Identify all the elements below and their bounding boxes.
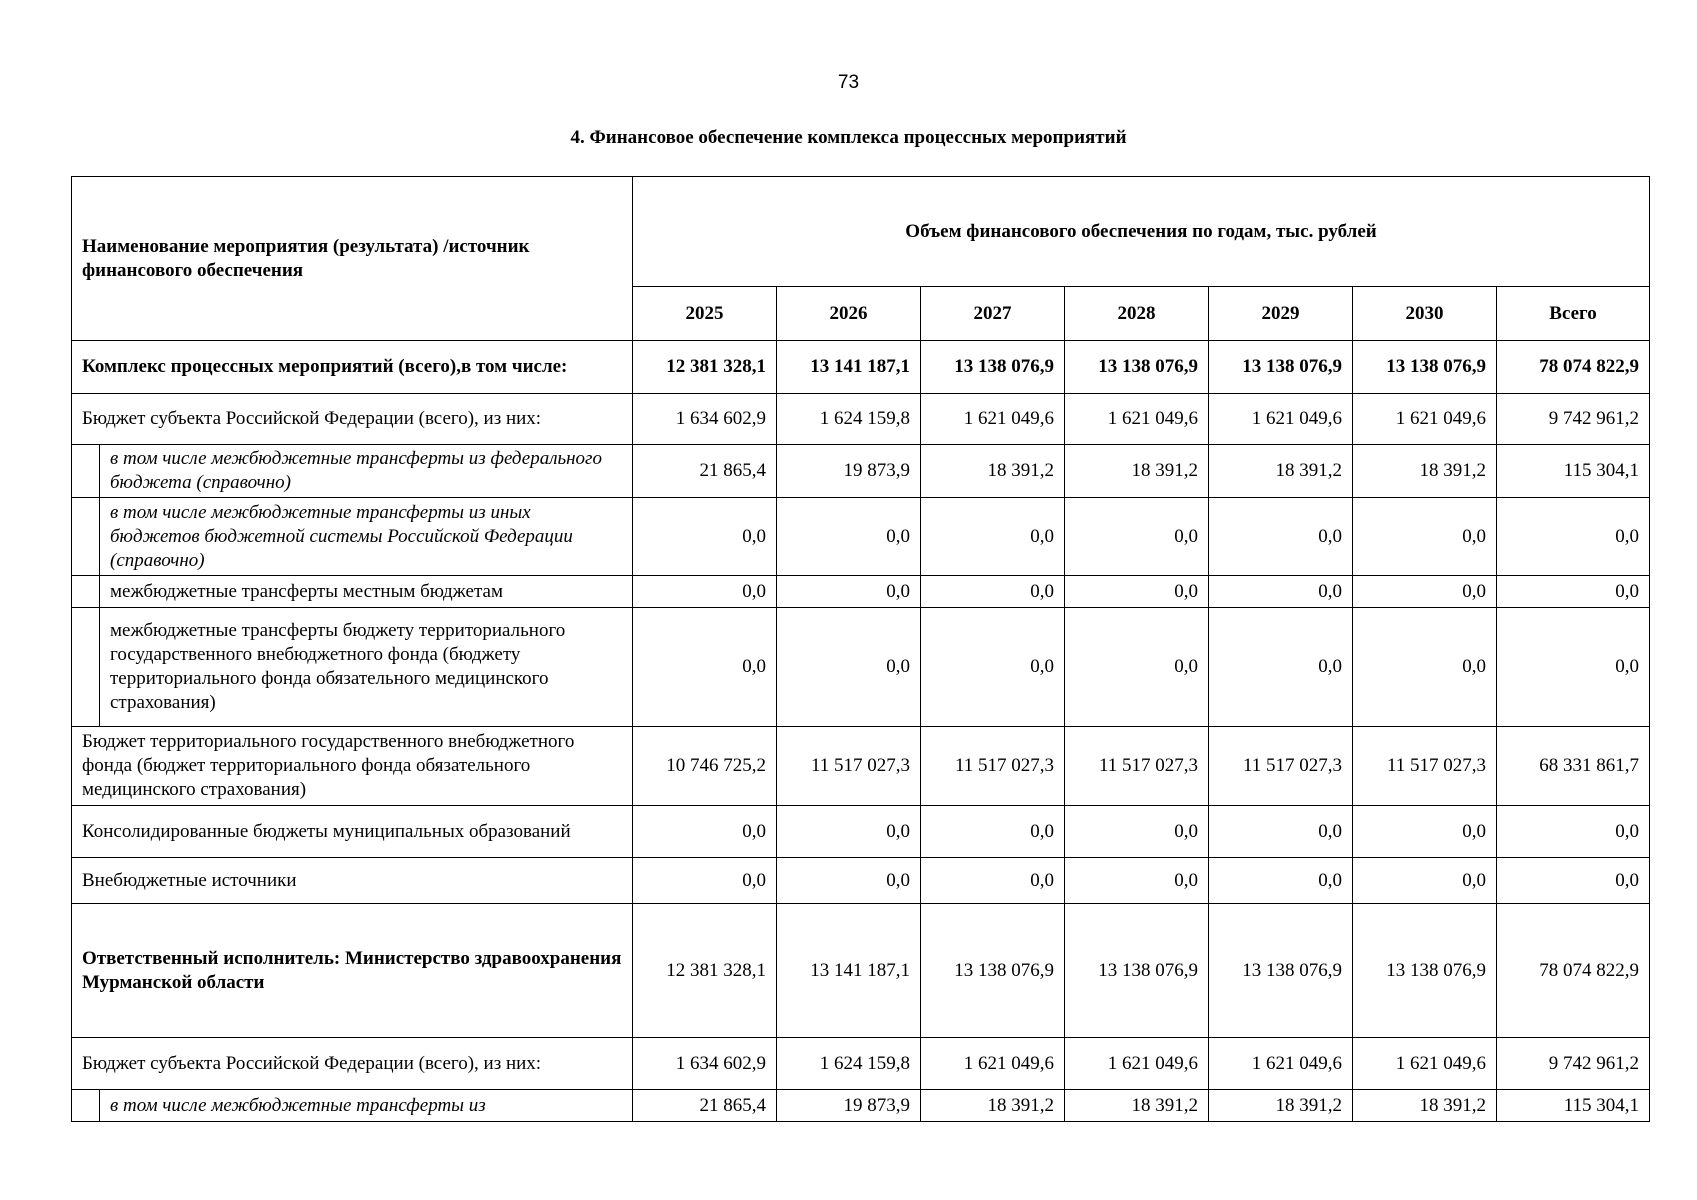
cell-2025: 0,0 bbox=[633, 806, 777, 858]
cell-2025: 0,0 bbox=[633, 576, 777, 608]
cell-total: 78 074 822,9 bbox=[1497, 904, 1650, 1038]
cell-2030: 0,0 bbox=[1353, 576, 1497, 608]
cell-2025: 12 381 328,1 bbox=[633, 341, 777, 394]
row-name: в том числе межбюджетные трансферты из федерального бюджета (справочно) bbox=[100, 445, 633, 498]
row-name: Внебюджетные источники bbox=[72, 858, 633, 904]
table-row bbox=[72, 1038, 1650, 1090]
row-name: межбюджетные трансферты местным бюджетам bbox=[100, 576, 633, 608]
cell-2029: 0,0 bbox=[1209, 576, 1353, 608]
cell-2027: 0,0 bbox=[921, 858, 1065, 904]
cell-2025: 1 634 602,9 bbox=[633, 394, 777, 445]
volume-column-header: Объем финансового обеспечения по годам, тыс. рублей bbox=[633, 177, 1650, 287]
cell-total: 78 074 822,9 bbox=[1497, 341, 1650, 394]
cell-2026: 0,0 bbox=[777, 608, 921, 727]
year-header: 2029 bbox=[1209, 287, 1353, 341]
table-row bbox=[72, 498, 1650, 576]
cell-2025: 21 865,4 bbox=[633, 1090, 777, 1122]
cell-total: 68 331 861,7 bbox=[1497, 727, 1650, 806]
row-name: Консолидированные бюджеты муниципальных образований bbox=[72, 806, 633, 858]
year-header: 2028 bbox=[1065, 287, 1209, 341]
cell-total: 115 304,1 bbox=[1497, 1090, 1650, 1122]
table-row bbox=[72, 904, 1650, 1038]
table-row bbox=[72, 608, 1650, 727]
cell-2028: 0,0 bbox=[1065, 806, 1209, 858]
cell-2027: 0,0 bbox=[921, 806, 1065, 858]
cell-2030: 0,0 bbox=[1353, 498, 1497, 576]
page-number: 73 bbox=[837, 72, 860, 93]
cell-2026: 19 873,9 bbox=[777, 1090, 921, 1122]
cell-total: 9 742 961,2 bbox=[1497, 1038, 1650, 1090]
cell-2027: 13 138 076,9 bbox=[921, 341, 1065, 394]
cell-2027: 18 391,2 bbox=[921, 445, 1065, 498]
cell-2028: 13 138 076,9 bbox=[1065, 341, 1209, 394]
indent-cell bbox=[72, 576, 100, 608]
cell-total: 0,0 bbox=[1497, 858, 1650, 904]
cell-2027: 1 621 049,6 bbox=[921, 1038, 1065, 1090]
row-name: Ответственный исполнитель: Министерство здравоохранения Мурманской области bbox=[72, 904, 633, 1038]
cell-2026: 13 141 187,1 bbox=[777, 904, 921, 1038]
cell-2030: 11 517 027,3 bbox=[1353, 727, 1497, 806]
cell-2025: 10 746 725,2 bbox=[633, 727, 777, 806]
cell-2029: 18 391,2 bbox=[1209, 445, 1353, 498]
table-row bbox=[72, 858, 1650, 904]
table-row bbox=[72, 806, 1650, 858]
cell-total: 0,0 bbox=[1497, 806, 1650, 858]
cell-2027: 0,0 bbox=[921, 608, 1065, 727]
cell-2026: 0,0 bbox=[777, 576, 921, 608]
table-row bbox=[72, 341, 1650, 394]
page-title: 4. Финансовое обеспечение комплекса процессных мероприятий bbox=[570, 127, 1127, 148]
cell-2026: 11 517 027,3 bbox=[777, 727, 921, 806]
cell-2028: 18 391,2 bbox=[1065, 1090, 1209, 1122]
cell-2030: 18 391,2 bbox=[1353, 1090, 1497, 1122]
cell-2025: 12 381 328,1 bbox=[633, 904, 777, 1038]
cell-2027: 11 517 027,3 bbox=[921, 727, 1065, 806]
cell-2028: 0,0 bbox=[1065, 858, 1209, 904]
cell-total: 0,0 bbox=[1497, 576, 1650, 608]
table-row bbox=[72, 727, 1650, 806]
cell-2030: 0,0 bbox=[1353, 806, 1497, 858]
cell-total: 0,0 bbox=[1497, 608, 1650, 727]
cell-2030: 18 391,2 bbox=[1353, 445, 1497, 498]
cell-2028: 0,0 bbox=[1065, 576, 1209, 608]
cell-2026: 0,0 bbox=[777, 498, 921, 576]
cell-2026: 13 141 187,1 bbox=[777, 341, 921, 394]
name-column-header: Наименование мероприятия (результата) /источник финансового обеспечения bbox=[72, 177, 633, 341]
row-name: межбюджетные трансферты бюджету территориального государственного внебюджетного фонда (бюджету территориального фонда обязательного медицинского страхования) bbox=[100, 608, 633, 727]
year-header: 2026 bbox=[777, 287, 921, 341]
row-name: в том числе межбюджетные трансферты из bbox=[100, 1090, 633, 1122]
cell-2025: 21 865,4 bbox=[633, 445, 777, 498]
cell-2029: 0,0 bbox=[1209, 608, 1353, 727]
indent-cell bbox=[72, 498, 100, 576]
table-row bbox=[72, 445, 1650, 498]
cell-2029: 13 138 076,9 bbox=[1209, 341, 1353, 394]
cell-2025: 0,0 bbox=[633, 858, 777, 904]
table-row bbox=[72, 394, 1650, 445]
cell-2028: 0,0 bbox=[1065, 608, 1209, 727]
cell-2028: 0,0 bbox=[1065, 498, 1209, 576]
year-header: 2030 bbox=[1353, 287, 1497, 341]
cell-2030: 1 621 049,6 bbox=[1353, 394, 1497, 445]
total-header: Всего bbox=[1497, 287, 1650, 341]
cell-2026: 19 873,9 bbox=[777, 445, 921, 498]
cell-2025: 0,0 bbox=[633, 608, 777, 727]
cell-2029: 1 621 049,6 bbox=[1209, 1038, 1353, 1090]
row-name: Комплекс процессных мероприятий (всего),в том числе: bbox=[72, 341, 633, 394]
indent-cell bbox=[72, 1090, 100, 1122]
table-row bbox=[72, 1090, 1650, 1122]
cell-2026: 0,0 bbox=[777, 858, 921, 904]
cell-2027: 13 138 076,9 bbox=[921, 904, 1065, 1038]
cell-2026: 1 624 159,8 bbox=[777, 1038, 921, 1090]
cell-2030: 13 138 076,9 bbox=[1353, 904, 1497, 1038]
cell-2030: 0,0 bbox=[1353, 858, 1497, 904]
cell-2029: 13 138 076,9 bbox=[1209, 904, 1353, 1038]
cell-2029: 0,0 bbox=[1209, 806, 1353, 858]
cell-total: 0,0 bbox=[1497, 498, 1650, 576]
cell-2028: 13 138 076,9 bbox=[1065, 904, 1209, 1038]
table-row bbox=[72, 576, 1650, 608]
cell-2029: 18 391,2 bbox=[1209, 1090, 1353, 1122]
cell-2026: 0,0 bbox=[777, 806, 921, 858]
cell-2028: 11 517 027,3 bbox=[1065, 727, 1209, 806]
financing-table bbox=[71, 176, 1650, 1122]
cell-2025: 0,0 bbox=[633, 498, 777, 576]
cell-2027: 0,0 bbox=[921, 576, 1065, 608]
row-name: в том числе межбюджетные трансферты из иных бюджетов бюджетной системы Российской Федерации (справочно) bbox=[100, 498, 633, 576]
cell-2030: 13 138 076,9 bbox=[1353, 341, 1497, 394]
indent-cell bbox=[72, 445, 100, 498]
cell-2029: 0,0 bbox=[1209, 498, 1353, 576]
cell-total: 115 304,1 bbox=[1497, 445, 1650, 498]
year-header: 2025 bbox=[633, 287, 777, 341]
year-header: 2027 bbox=[921, 287, 1065, 341]
cell-2027: 1 621 049,6 bbox=[921, 394, 1065, 445]
cell-2029: 1 621 049,6 bbox=[1209, 394, 1353, 445]
cell-2027: 18 391,2 bbox=[921, 1090, 1065, 1122]
cell-2026: 1 624 159,8 bbox=[777, 394, 921, 445]
indent-cell bbox=[72, 608, 100, 727]
cell-2030: 0,0 bbox=[1353, 608, 1497, 727]
row-name: Бюджет субъекта Российской Федерации (всего), из них: bbox=[72, 1038, 633, 1090]
cell-2028: 1 621 049,6 bbox=[1065, 394, 1209, 445]
cell-2029: 0,0 bbox=[1209, 858, 1353, 904]
cell-2030: 1 621 049,6 bbox=[1353, 1038, 1497, 1090]
cell-2025: 1 634 602,9 bbox=[633, 1038, 777, 1090]
cell-total: 9 742 961,2 bbox=[1497, 394, 1650, 445]
cell-2028: 18 391,2 bbox=[1065, 445, 1209, 498]
row-name: Бюджет субъекта Российской Федерации (всего), из них: bbox=[72, 394, 633, 445]
cell-2029: 11 517 027,3 bbox=[1209, 727, 1353, 806]
cell-2028: 1 621 049,6 bbox=[1065, 1038, 1209, 1090]
cell-2027: 0,0 bbox=[921, 498, 1065, 576]
row-name: Бюджет территориального государственного внебюджетного фонда (бюджет территориального фонда обязательного медицинского страхования) bbox=[72, 727, 633, 806]
